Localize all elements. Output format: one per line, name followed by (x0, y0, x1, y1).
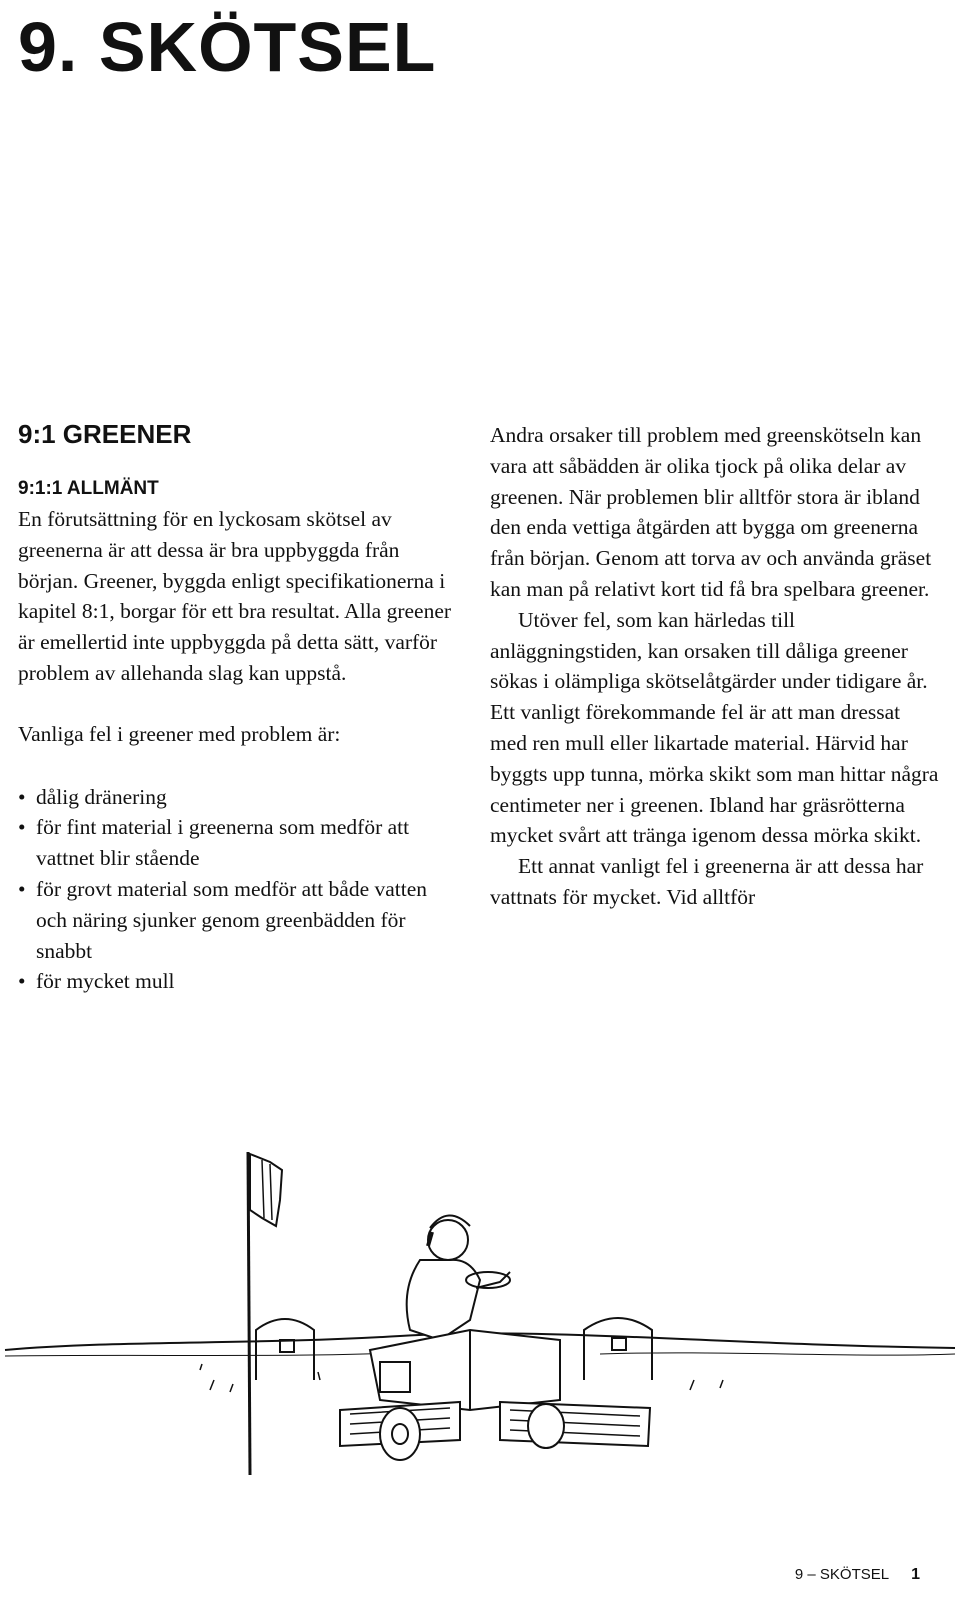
list-item: • för fint material i greenerna som medför att vattnet blir stående (18, 812, 458, 874)
section-heading: 9:1 GREENER (18, 419, 192, 449)
mower-illustration (0, 1140, 960, 1500)
right-column (490, 420, 940, 913)
driver-head (428, 1220, 468, 1260)
mower-reel-right (500, 1402, 650, 1446)
chapter-title: 9. SKÖTSEL (18, 8, 437, 86)
mower-body (370, 1330, 560, 1410)
problems-list (18, 782, 458, 998)
subsection-heading: 9:1:1 ALLMÄNT (18, 478, 159, 499)
left-column (18, 418, 458, 997)
list-item: • dålig dränering (18, 782, 458, 813)
flag-icon (250, 1154, 282, 1226)
page-number: 1 (911, 1566, 920, 1583)
paragraph-overwatering: Ett annat vanligt fel i greenerna är att dessa har vattnats för mycket. Vid alltför (490, 854, 924, 909)
list-item: • för mycket mull (18, 966, 458, 997)
intro-paragraph: En förutsättning för en lyckosam skötsel av greenerna är att dessa är bra uppbyggda från början. Greener, byggda enligt specifikationerna i kapitel 8:1, borgar för ett bra resultat. Alla greener är emellertid inte uppbyggda på detta sätt, varför problem av allehanda slag kan uppstå. (18, 507, 452, 685)
mower-wheel (380, 1408, 420, 1460)
mower-wheel (528, 1404, 564, 1448)
page-footer (795, 1566, 920, 1584)
list-item: • för grovt material som medför att både vatten och näring sjunker genom greenbädden för snabbt (18, 874, 458, 966)
paragraph-maintenance-faults: Utöver fel, som kan härledas till anläggningstiden, kan orsaken till dåliga greener sökas i olämpliga skötselåtgärder under tidigare år. Ett vanligt förekommande fel är att man dressat med ren mull eller likartade material. Härvid har byggts upp tunna, mörka skikt som man hittar några centimeter ner i greenen. Ibland har gräsrötterna mycket svårt att tränga igenom dessa mörka skikt. (490, 607, 939, 848)
hut-left (256, 1319, 314, 1380)
problems-lead: Vanliga fel i greener med problem är: (18, 721, 341, 746)
paragraph-other-causes: Andra orsaker till problem med greenskötseln kan vara att såbädden är olika tjock på olika delar av greenen. När problemen blir alltför stora är ibland den enda vettiga åtgärden att bygga om greenerna från början. Genom att torva av och använda gräset kan man på relativt kort tid få bra spelbara greener. (490, 423, 932, 601)
footer-section-label: 9 – SKÖTSEL (794, 1566, 890, 1583)
driver-body (407, 1260, 480, 1340)
